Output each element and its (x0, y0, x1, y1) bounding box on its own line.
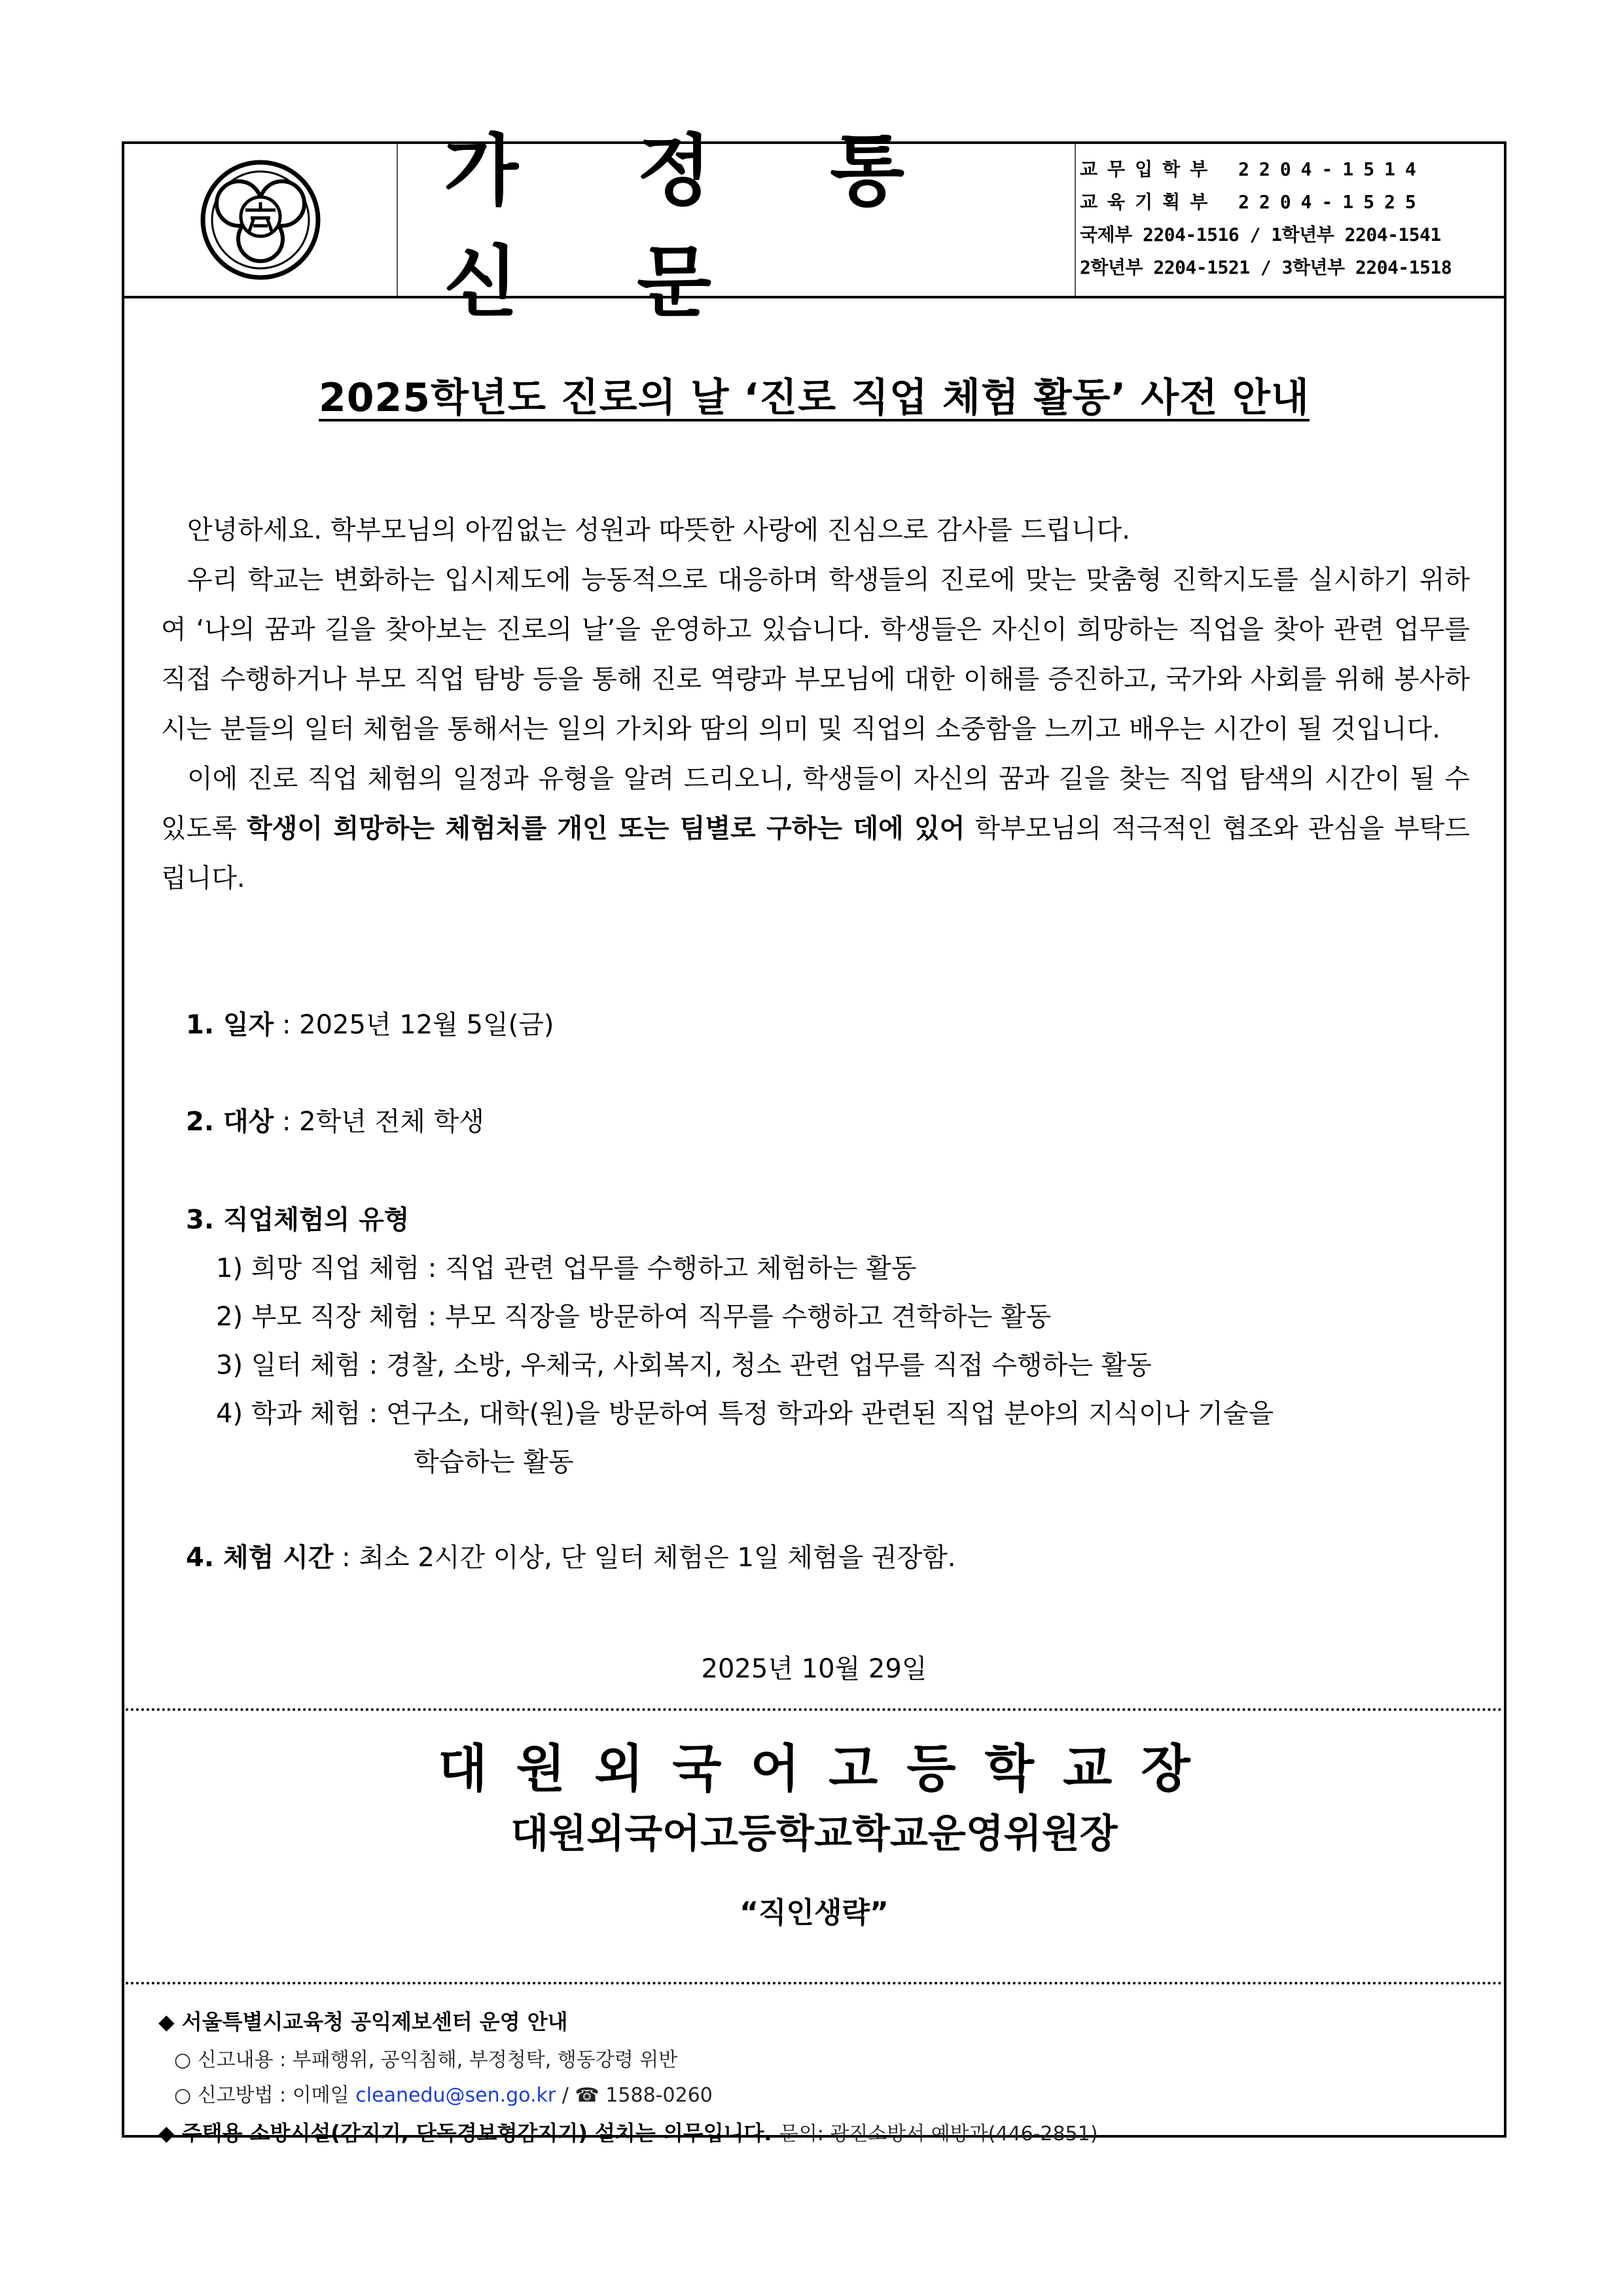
issue-date: 2025년 10월 29일 (701, 1654, 927, 1684)
report-content: ○ 신고내용 : 부패행위, 공익침해, 부정청탁, 행동강령 위반 (174, 2049, 678, 2072)
section-date (186, 1004, 554, 1041)
fire-safety-text: ◆ 주택용 소방시설(감지기, 단독경보형감지기) 설치는 의무입니다. (158, 2121, 772, 2145)
document-title: 2025학년도 진로의 날 ‘진로 직업 체험 활동’ 사전 안내 (319, 375, 1310, 421)
newsletter-title-cell (398, 126, 1076, 327)
contact-list (1080, 153, 1504, 291)
school-logo-cell (124, 144, 398, 296)
section-target (186, 1101, 484, 1138)
dotted-divider (126, 1982, 1503, 1984)
report-phone: / ☎ 1588-0260 (556, 2084, 713, 2107)
school-emblem-icon (198, 158, 323, 282)
contact-line: 교육기획부 2204-1525 (1080, 191, 1426, 213)
list-item: 3) 일터 체험 : 경찰, 소방, 우체국, 사회복지, 청소 관련 업무를 직접 수행하는 활동 (216, 1350, 1152, 1380)
purpose-paragraph: 우리 학교는 변화하는 입시제도에 능동적으로 대응하며 학생들의 진로에 맞는 맞춤형 진학지도를 실시하기 위하여 ‘나의 꿈과 길을 찾아보는 진로의 날’을 운영하고 있습니다. 학생들은 자신이 희망하는 직업을 찾아 관련 업무를 직접 수행하거나 부모 직업 탐방 등을 통해 진로 역량과 부모님에 대한 이해를 증진하고, 국가와 사회를 위해 봉사하시는 분들의 일터 체험을 통해서는 일의 가치와 땀의 의미 및 직업의 소중함을 느끼고 배우는 시간이 될 것입니다. (161, 565, 1470, 744)
section-value: : 최소 2시간 이상, 단 일터 체험은 1일 체험을 권장함. (333, 1543, 956, 1573)
list-item: 1) 희망 직업 체험 : 직업 관련 업무를 수행하고 체험하는 활동 (216, 1253, 917, 1283)
section-duration (186, 1537, 956, 1574)
section-types (186, 1199, 409, 1236)
letterhead (124, 126, 1504, 327)
list-item-continuation: 학습하는 활동 (414, 1447, 574, 1477)
fire-safety-notice (158, 2117, 1098, 2147)
list-item: 2) 부모 직장 체험 : 부모 직장을 방문하여 직무를 수행하고 견학하는 활동 (216, 1302, 1052, 1332)
section-label: 2. 대상 (186, 1107, 274, 1137)
request-emphasis: 학생이 희망하는 체험처를 개인 또는 팀별로 구하는 데에 있어 (247, 814, 965, 844)
fire-safety-contact: 문의: 광진소방서 예방과(446-2851) (779, 2123, 1098, 2145)
request-text-end: 학부모님의 적극적인 협조와 관심을 부탁드립니다. (161, 814, 1470, 893)
request-text: 이에 진로 직업 체험의 일정과 유형을 알려 드리오니, 학생들이 자신의 꿈과 길을 찾는 직업 탐색의 시간이 될 수 있도록 (161, 764, 1470, 844)
contact-line: 2학년부 2204-1521 / 3학년부 2204-1518 (1080, 257, 1452, 278)
dotted-divider (126, 1708, 1503, 1711)
section-label: 3. 직업체험의 유형 (186, 1205, 410, 1235)
document-frame (122, 126, 1507, 2145)
section-label: 4. 체험 시간 (186, 1543, 334, 1573)
section-value: : 2학년 전체 학생 (274, 1107, 484, 1137)
section-label: 1. 일자 (186, 1010, 274, 1040)
report-email-link[interactable]: cleanedu@sen.go.kr (355, 2084, 556, 2107)
whistleblower-notice-title: ◆ 서울특별시교육청 공익제보센터 운영 안내 (158, 2009, 568, 2034)
section-value: : 2025년 12월 5일(금) (274, 1010, 554, 1040)
seal-omitted-note: “직인생략” (740, 1896, 889, 1929)
report-method-label: ○ 신고방법 : 이메일 (174, 2084, 356, 2107)
principal-signature: 대원외국어고등학교장 (438, 1740, 1219, 1799)
letter-body (161, 505, 1470, 903)
request-paragraph (161, 754, 1470, 903)
committee-signature: 대원외국어고등학교학교운영위원장 (510, 1811, 1118, 1857)
contact-line: 교무입학부 2204-1514 (1080, 158, 1426, 180)
report-method (174, 2079, 713, 2108)
newsletter-title: 가 정 통 신 문 (444, 126, 951, 327)
list-item: 4) 학과 체험 : 연구소, 대학(원)을 방문하여 특정 학과와 관련된 직업 분야의 지식이나 기술을 (216, 1399, 1274, 1429)
contact-line: 국제부 2204-1516 / 1학년부 2204-1541 (1080, 224, 1441, 245)
greeting-paragraph: 안녕하세요. 학부모님의 아낌없는 성원과 따뜻한 사랑에 진심으로 감사를 드립니다. (187, 515, 1130, 545)
